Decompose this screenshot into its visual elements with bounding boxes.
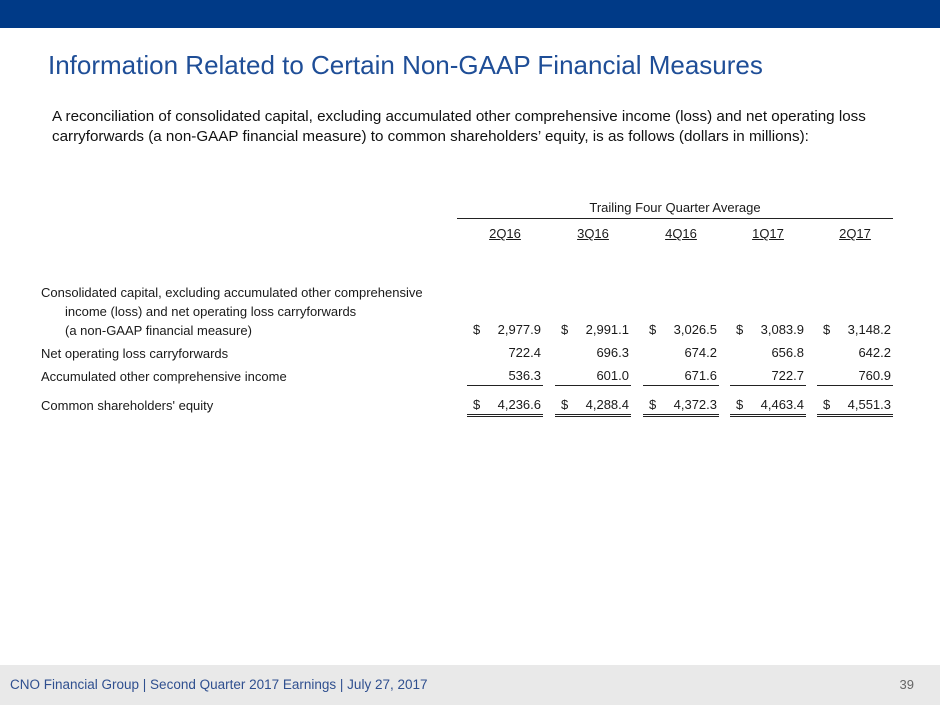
row-label-aoci: Accumulated other comprehensive income [41,369,287,384]
table-cell [817,396,893,417]
cell-value: 3,083.9 [760,322,804,337]
row-label-common-equity: Common shareholders' equity [41,398,214,413]
cell-value: 4,463.4 [760,397,804,412]
table-cell [555,321,631,339]
table-cell [643,344,719,362]
table-cell [467,321,543,339]
column-header-2q16: 2Q16 [489,226,521,241]
table-cell [817,344,893,362]
currency-symbol: $ [736,322,744,337]
page-title: Information Related to Certain Non-GAAP Financial Measures [48,50,763,80]
cell-value: 2,977.9 [497,322,541,337]
table-cell [643,321,719,339]
cell-value: 3,026.5 [673,322,717,337]
cell-value: 4,551.3 [847,397,891,412]
cell-value: 642.2 [858,345,891,360]
row-label-consolidated-capital [41,283,423,340]
cell-value: 656.8 [771,345,804,360]
column-header-4q16: 4Q16 [665,226,697,241]
cell-value: 4,288.4 [585,397,629,412]
currency-symbol: $ [473,397,481,412]
column-header-2q17: 2Q17 [839,226,871,241]
currency-symbol: $ [561,322,569,337]
cell-value: 722.7 [771,368,804,383]
currency-symbol: $ [649,397,657,412]
table-cell [643,367,719,386]
table-cell [555,344,631,362]
cell-value: 3,148.2 [847,322,891,337]
cell-value: 671.6 [684,368,717,383]
group-header: Trailing Four Quarter Average [457,200,893,219]
row-label-net-operating-loss: Net operating loss carryforwards [41,346,229,361]
footer-text: CNO Financial Group | Second Quarter 2017 Earnings | July 27, 2017 [10,677,428,692]
table-cell [730,344,806,362]
row-label-line: (a non-GAAP financial measure) [65,323,252,338]
cell-value: 674.2 [684,345,717,360]
currency-symbol: $ [823,397,831,412]
top-banner [0,0,940,28]
table-cell [643,396,719,417]
currency-symbol: $ [561,397,569,412]
table-cell [817,367,893,386]
currency-symbol: $ [823,322,831,337]
cell-value: 2,991.1 [585,322,629,337]
column-header-3q16: 3Q16 [577,226,609,241]
row-label-line: income (loss) and net operating loss carryforwards [65,304,357,319]
reconciliation-table [0,196,940,436]
column-header-1q17: 1Q17 [752,226,784,241]
table-cell [555,367,631,386]
table-cell [467,396,543,417]
table-cell [467,367,543,386]
cell-value: 4,372.3 [673,397,717,412]
cell-value: 696.3 [596,345,629,360]
page-number: 39 [899,677,914,692]
table-cell [730,321,806,339]
intro-paragraph: A reconciliation of consolidated capital, excluding accumulated other comprehensive income (loss) and net operating loss carryforwards (a non-GAAP financial measure) to common shareholders’ equity, is as follows (dollars in millions): [52,108,866,145]
currency-symbol: $ [649,322,657,337]
table-cell [730,367,806,386]
cell-value: 601.0 [596,368,629,383]
table-cell [467,344,543,362]
row-label-line: Consolidated capital, excluding accumulated other comprehensive [41,285,423,300]
cell-value: 4,236.6 [497,397,541,412]
table-cell [817,321,893,339]
footer-bar [0,665,940,705]
cell-value: 536.3 [508,368,541,383]
table-cell [555,396,631,417]
currency-symbol: $ [473,322,481,337]
currency-symbol: $ [736,397,744,412]
cell-value: 722.4 [508,345,541,360]
cell-value: 760.9 [858,368,891,383]
table-cell [730,396,806,417]
